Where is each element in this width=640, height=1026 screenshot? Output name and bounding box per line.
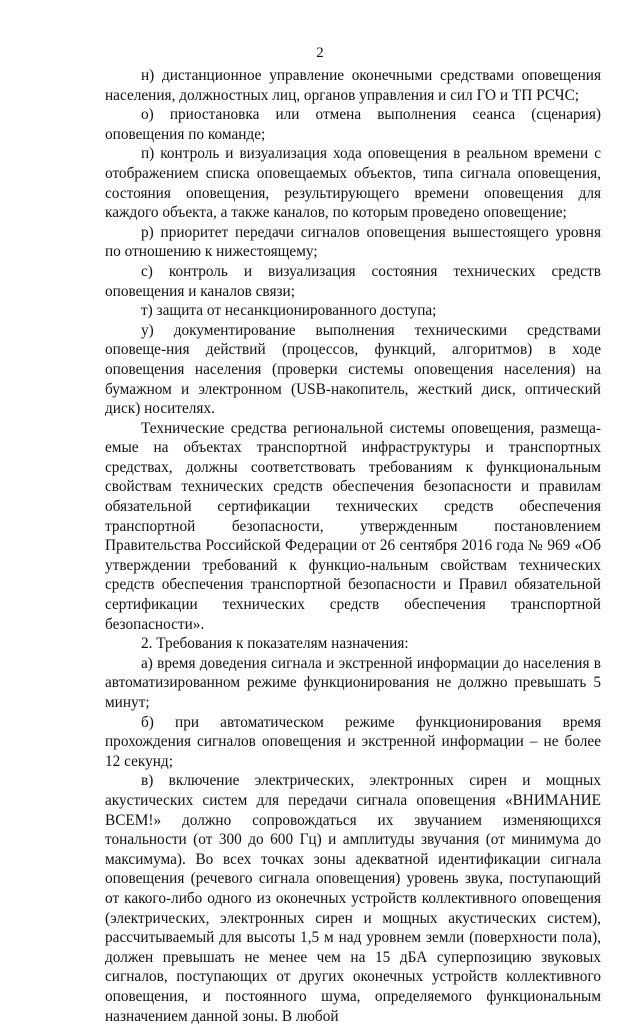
paragraph-item-o: о) приостановка или отмена выполнения сеанса (сценария) оповещения по команде; (105, 106, 601, 143)
paragraph-item-v: в) включение электрических, электронных сирен и мощных акустических систем для передачи сигнала оповещения «ВНИМАНИЕ ВСЕМ!» должно сопровождаться их звучанием изменяющихся тональности (от 300 до 600 Гц) и амплитуды звучания (от минимума до максимума). Во всех точках зоны адекватной идентификации сигнала оповещения (речевого сигнала оповещения) уровень звука, поступающий от какого-либо одного из оконечных устройств коллективного оповещения (электрических, электронных сирен и мощных акустических систем), рассчитываемый для высоты 1,5 м над уровнем земли (поверхности пола), должен превышать не менее чем на 15 дБА суперпозицию звуковых сигналов, поступающих от других оконечных устройств коллективного оповещения, и постоянного шума, определяемого функциональным назначением данной зоны. В любой (105, 772, 601, 1025)
paragraph-item-a: а) время доведения сигнала и экстренной информации до населения в автоматизированном режиме функционирования не должно превышать 5 минут; (105, 654, 601, 711)
page-number: 2 (316, 45, 324, 61)
paragraph-item-p: п) контроль и визуализация хода оповещения в реальном времени с отображением списка оповещаемых объектов, типа сигнала оповещения, состояния оповещения, результирующего времени оповещения для каждого объекта, а также каналов, по которым проведено оповещение; (105, 145, 601, 222)
paragraph-transport-requirements: Технические средства региональной системы оповещения, размеща-емые на объектах транспортной инфраструктуры и транспортных средствах, должны соответствовать требованиям к функциональным свойствам технических средств обеспечения безопасности и правилам обязательной сертификации технических средств обеспечения транспортной безопасности, утвержденным постановлением Правительства Российской Федерации от 26 сентября 2016 года № 969 «Об утверждении требований к функцио-нальным свойствам технических средств обеспечения транспортной безопасности и Правил обязательной сертификации технических средств обеспечения транспортной безопасности». (105, 419, 601, 633)
section-heading: 2. Требования к показателям назначения: (141, 635, 409, 653)
paragraph-item-u: у) документирование выполнения техническими средствами оповеще-ния действий (процессов, функций, алгоритмов) в ходе оповещения населения (проверки системы оповещения населения) на бумажном и электронном (USB-накопитель, жесткий диск, оптический диск) носителях. (105, 321, 601, 418)
document-body (105, 66, 601, 1026)
paragraph-item-n: н) дистанционное управление оконечными средствами оповещения населения, должностных лиц, органов управления и сил ГО и ТП РСЧС; (105, 67, 601, 104)
paragraph-item-t: т) защита от несанкционированного доступа; (141, 302, 437, 320)
paragraph-item-b: б) при автоматическом режиме функционирования время прохождения сигналов оповещения и экстренной информации – не более 12 секунд; (105, 713, 601, 770)
paragraph-item-r: р) приоритет передачи сигналов оповещения вышестоящего уровня по отношению к нижестоящему; (105, 223, 601, 261)
paragraph-item-s: с) контроль и визуализация состояния технических средств оповещения и каналов связи; (105, 262, 601, 300)
